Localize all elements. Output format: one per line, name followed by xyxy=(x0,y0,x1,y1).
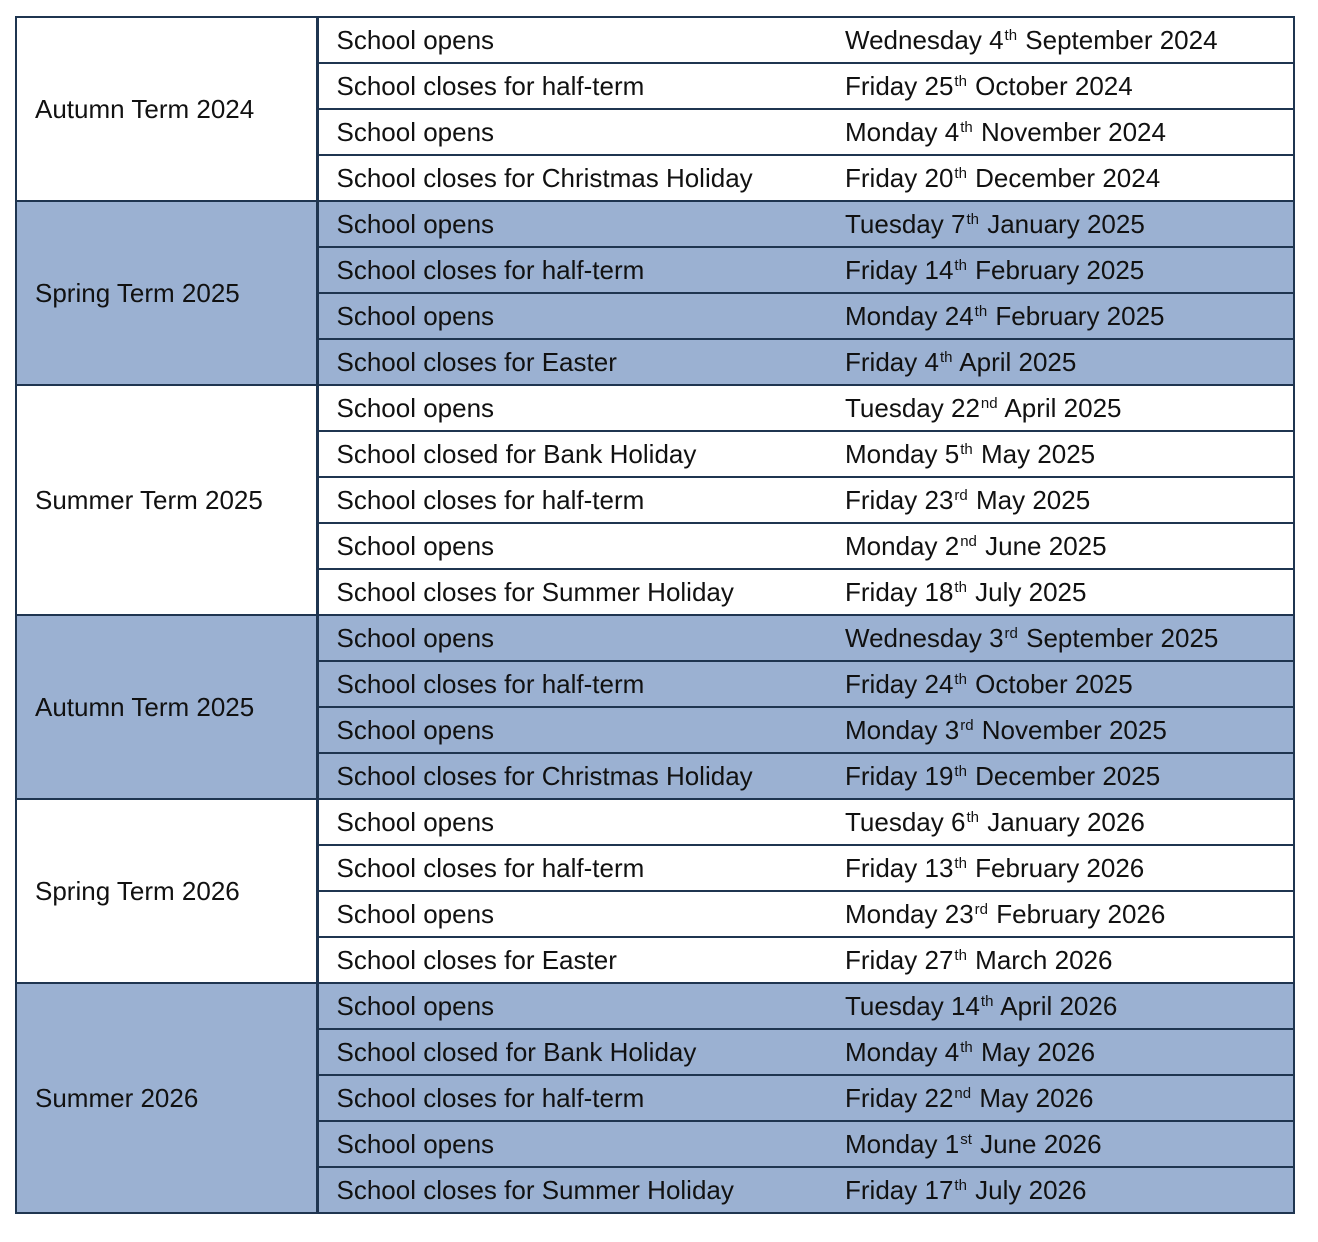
date-day: 3 xyxy=(989,623,1004,653)
date-weekday: Monday xyxy=(845,301,938,331)
date-day: 27 xyxy=(924,945,954,975)
date-month-year: July 2026 xyxy=(975,1175,1087,1205)
date-day: 14 xyxy=(924,255,954,285)
date-ordinal-suffix: th xyxy=(974,303,988,320)
event-date xyxy=(827,1029,1294,1075)
event-date xyxy=(827,385,1294,431)
event-label: School closes for Easter xyxy=(317,339,827,385)
date-month-year: May 2025 xyxy=(975,485,1091,515)
date-day: 23 xyxy=(944,899,974,929)
date-day: 3 xyxy=(944,715,960,745)
date-weekday: Friday xyxy=(845,1083,918,1113)
term-dates-table xyxy=(15,16,1295,1214)
date-weekday: Friday xyxy=(845,761,918,791)
event-date xyxy=(827,247,1294,293)
date-day: 6 xyxy=(951,807,966,837)
event-date xyxy=(827,155,1294,201)
date-month-year: February 2026 xyxy=(996,899,1166,929)
date-month-year: September 2025 xyxy=(1026,623,1219,653)
date-month-year: November 2024 xyxy=(980,117,1166,147)
event-label: School closes for Summer Holiday xyxy=(317,569,827,615)
date-ordinal-suffix: th xyxy=(954,947,967,964)
date-day: 7 xyxy=(951,209,966,239)
event-label: School closes for Christmas Holiday xyxy=(317,753,827,799)
date-month-year: February 2025 xyxy=(975,255,1145,285)
date-ordinal-suffix: th xyxy=(966,809,979,826)
date-day: 20 xyxy=(924,163,954,193)
date-day: 4 xyxy=(924,347,939,377)
event-label: School closed for Bank Holiday xyxy=(317,431,827,477)
date-ordinal-suffix: th xyxy=(954,73,967,90)
event-label: School closed for Bank Holiday xyxy=(317,1029,827,1075)
date-weekday: Friday xyxy=(845,1175,918,1205)
event-label: School opens xyxy=(317,17,827,63)
event-label: School closes for Christmas Holiday xyxy=(317,155,827,201)
date-day: 18 xyxy=(924,577,954,607)
date-day: 4 xyxy=(989,25,1004,55)
event-date xyxy=(827,615,1294,661)
date-month-year: January 2025 xyxy=(987,209,1145,239)
date-day: 2 xyxy=(944,531,960,561)
event-date xyxy=(827,707,1294,753)
date-ordinal-suffix: nd xyxy=(980,395,998,412)
date-day: 5 xyxy=(944,439,960,469)
date-weekday: Monday xyxy=(845,715,938,745)
event-date xyxy=(827,569,1294,615)
date-ordinal-suffix: th xyxy=(954,1177,967,1194)
event-label: School closes for half-term xyxy=(317,477,827,523)
date-ordinal-suffix: rd xyxy=(960,717,974,734)
date-weekday: Monday xyxy=(845,899,938,929)
event-date xyxy=(827,431,1294,477)
event-label: School opens xyxy=(317,201,827,247)
event-date xyxy=(827,753,1294,799)
date-month-year: February 2026 xyxy=(975,853,1145,883)
date-weekday: Wednesday xyxy=(845,623,982,653)
term-name: Autumn Term 2025 xyxy=(16,615,317,799)
date-weekday: Monday xyxy=(845,1037,938,1067)
date-weekday: Friday xyxy=(845,71,918,101)
event-label: School closes for half-term xyxy=(317,247,827,293)
date-month-year: February 2025 xyxy=(995,301,1165,331)
event-date xyxy=(827,201,1294,247)
date-month-year: October 2024 xyxy=(975,71,1133,101)
date-ordinal-suffix: rd xyxy=(1004,625,1018,642)
term-name: Autumn Term 2024 xyxy=(16,17,317,201)
date-weekday: Friday xyxy=(845,485,918,515)
event-label: School closes for Easter xyxy=(317,937,827,983)
date-ordinal-suffix: st xyxy=(960,1131,972,1148)
date-ordinal-suffix: rd xyxy=(974,901,988,918)
event-label: School opens xyxy=(317,891,827,937)
date-day: 13 xyxy=(924,853,954,883)
date-ordinal-suffix: nd xyxy=(954,1085,972,1102)
event-date xyxy=(827,17,1294,63)
date-weekday: Wednesday xyxy=(845,25,982,55)
date-month-year: April 2026 xyxy=(1000,991,1118,1021)
date-weekday: Tuesday xyxy=(845,393,944,423)
date-ordinal-suffix: rd xyxy=(954,487,968,504)
table-row xyxy=(16,201,1294,247)
date-ordinal-suffix: th xyxy=(1004,27,1018,44)
event-date xyxy=(827,1075,1294,1121)
date-ordinal-suffix: th xyxy=(960,1039,973,1056)
term-name: Summer 2026 xyxy=(16,983,317,1213)
date-ordinal-suffix: th xyxy=(960,441,973,458)
date-day: 1 xyxy=(944,1129,960,1159)
date-weekday: Friday xyxy=(845,945,918,975)
event-label: School closes for Summer Holiday xyxy=(317,1167,827,1213)
term-name: Summer Term 2025 xyxy=(16,385,317,615)
event-date xyxy=(827,477,1294,523)
table-row xyxy=(16,615,1294,661)
date-ordinal-suffix: th xyxy=(954,257,967,274)
term-name: Spring Term 2025 xyxy=(16,201,317,385)
date-day: 14 xyxy=(951,991,980,1021)
date-weekday: Monday xyxy=(845,439,938,469)
date-month-year: May 2026 xyxy=(979,1083,1094,1113)
date-ordinal-suffix: th xyxy=(954,165,967,182)
date-month-year: March 2026 xyxy=(975,945,1113,975)
event-date xyxy=(827,799,1294,845)
event-label: School opens xyxy=(317,983,827,1029)
date-weekday: Tuesday xyxy=(845,807,944,837)
date-ordinal-suffix: th xyxy=(954,671,967,688)
table-row xyxy=(16,799,1294,845)
date-ordinal-suffix: th xyxy=(939,349,953,366)
event-date xyxy=(827,983,1294,1029)
date-weekday: Tuesday xyxy=(845,209,944,239)
event-date xyxy=(827,661,1294,707)
date-month-year: May 2026 xyxy=(980,1037,1096,1067)
date-day: 24 xyxy=(924,669,954,699)
date-month-year: November 2025 xyxy=(981,715,1167,745)
date-weekday: Monday xyxy=(845,117,938,147)
table-row xyxy=(16,385,1294,431)
date-day: 23 xyxy=(924,485,954,515)
date-ordinal-suffix: th xyxy=(960,119,973,136)
date-day: 22 xyxy=(951,393,980,423)
date-day: 24 xyxy=(944,301,974,331)
date-weekday: Friday xyxy=(845,853,918,883)
date-month-year: April 2025 xyxy=(959,347,1077,377)
event-date xyxy=(827,523,1294,569)
date-day: 19 xyxy=(924,761,954,791)
date-ordinal-suffix: th xyxy=(954,855,967,872)
date-month-year: April 2025 xyxy=(1004,393,1122,423)
event-date xyxy=(827,937,1294,983)
date-weekday: Monday xyxy=(845,1129,938,1159)
date-ordinal-suffix: th xyxy=(954,763,967,780)
table-row xyxy=(16,983,1294,1029)
date-weekday: Friday xyxy=(845,163,918,193)
table-row xyxy=(16,17,1294,63)
date-month-year: December 2024 xyxy=(975,163,1161,193)
date-weekday: Friday xyxy=(845,577,918,607)
event-label: School opens xyxy=(317,799,827,845)
date-day: 17 xyxy=(924,1175,954,1205)
term-dates-body xyxy=(16,17,1294,1213)
event-label: School closes for half-term xyxy=(317,845,827,891)
date-month-year: June 2025 xyxy=(985,531,1107,561)
date-weekday: Friday xyxy=(845,669,918,699)
event-label: School opens xyxy=(317,615,827,661)
date-day: 25 xyxy=(924,71,954,101)
event-date xyxy=(827,339,1294,385)
date-weekday: Friday xyxy=(845,347,918,377)
date-weekday: Friday xyxy=(845,255,918,285)
event-label: School closes for half-term xyxy=(317,63,827,109)
date-ordinal-suffix: th xyxy=(980,993,994,1010)
event-label: School opens xyxy=(317,109,827,155)
date-month-year: December 2025 xyxy=(975,761,1161,791)
event-date xyxy=(827,891,1294,937)
event-date xyxy=(827,109,1294,155)
date-month-year: May 2025 xyxy=(980,439,1096,469)
date-day: 22 xyxy=(924,1083,954,1113)
event-label: School closes for half-term xyxy=(317,661,827,707)
date-month-year: September 2024 xyxy=(1025,25,1218,55)
event-label: School closes for half-term xyxy=(317,1075,827,1121)
event-date xyxy=(827,63,1294,109)
date-month-year: June 2026 xyxy=(980,1129,1102,1159)
date-ordinal-suffix: nd xyxy=(960,533,977,550)
date-weekday: Monday xyxy=(845,531,938,561)
date-ordinal-suffix: th xyxy=(966,211,979,228)
term-name: Spring Term 2026 xyxy=(16,799,317,983)
event-label: School opens xyxy=(317,385,827,431)
date-month-year: January 2026 xyxy=(987,807,1145,837)
date-day: 4 xyxy=(944,1037,960,1067)
event-label: School opens xyxy=(317,1121,827,1167)
event-date xyxy=(827,1121,1294,1167)
date-ordinal-suffix: th xyxy=(954,579,967,596)
event-label: School opens xyxy=(317,293,827,339)
event-date xyxy=(827,1167,1294,1213)
event-label: School opens xyxy=(317,523,827,569)
event-label: School opens xyxy=(317,707,827,753)
date-month-year: October 2025 xyxy=(975,669,1133,699)
date-day: 4 xyxy=(944,117,960,147)
date-weekday: Tuesday xyxy=(845,991,944,1021)
event-date xyxy=(827,293,1294,339)
event-date xyxy=(827,845,1294,891)
date-month-year: July 2025 xyxy=(975,577,1087,607)
